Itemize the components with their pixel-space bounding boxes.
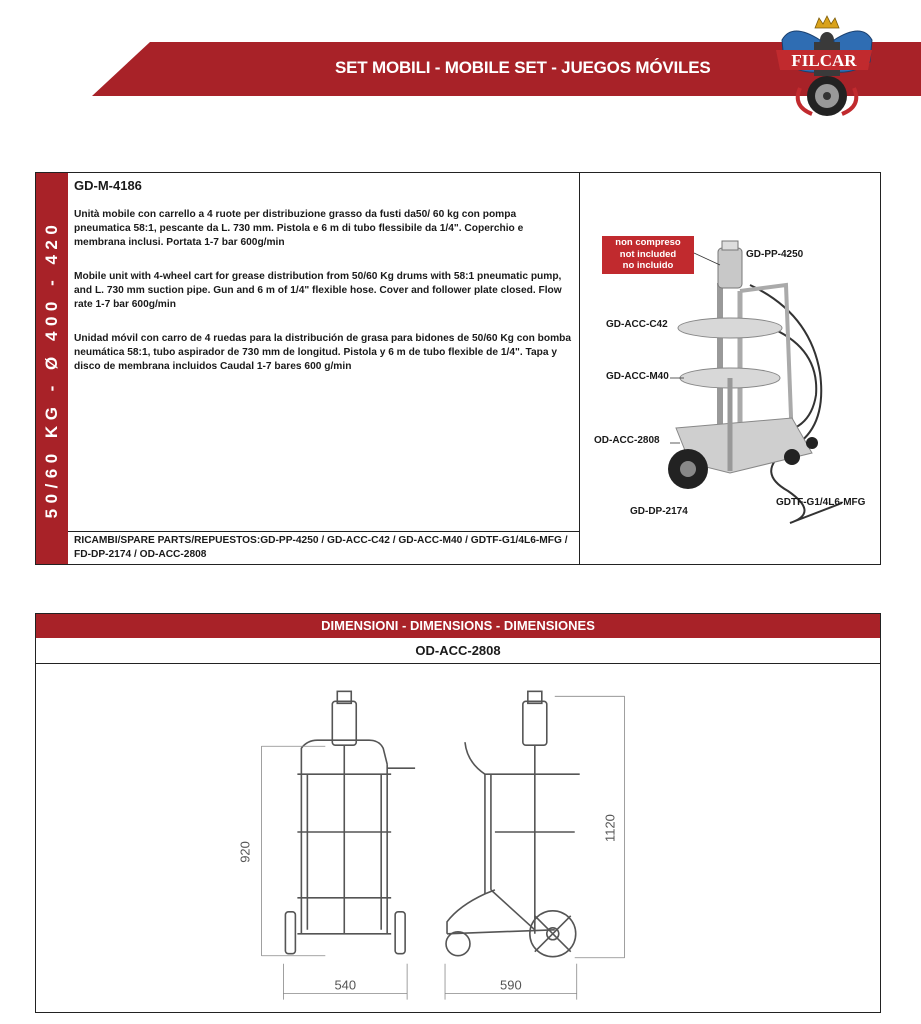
product-section — [35, 172, 881, 565]
note-line-es: no incluido — [622, 260, 674, 271]
product-text-column — [68, 173, 580, 564]
logo-text: FILCAR — [791, 51, 857, 70]
callout-cart: OD-ACC-2808 — [594, 435, 660, 446]
dimensions-model: OD-ACC-2808 — [36, 638, 880, 664]
dimension-drawings — [36, 664, 880, 1012]
filcar-logo — [772, 10, 876, 122]
dim-width-front: 540 — [334, 977, 357, 993]
callout-plate: GD-ACC-M40 — [606, 371, 669, 382]
dimensions-section — [35, 613, 881, 1013]
dimensions-header: DIMENSIONI - DIMENSIONS - DIMENSIONES — [36, 614, 880, 638]
dim-width-side: 590 — [500, 977, 522, 993]
page-title: SET MOBILI - MOBILE SET - JUEGOS MÓVILES — [335, 58, 711, 77]
product-image-area — [580, 173, 880, 564]
callout-cover: GD-ACC-C42 — [606, 319, 668, 330]
spares-divider — [68, 531, 579, 532]
spare-parts-list: RICAMBI/SPARE PARTS/REPUESTOS:GD-PP-4250 / GD-ACC-C42 / GD-ACC-M40 / GDTF-G1/4L6-MFG / FD-DP-2174 / OD-ACC-2808 — [74, 535, 568, 560]
callout-pump: GD-PP-4250 — [746, 249, 804, 260]
callout-tube: GD-DP-2174 — [630, 506, 688, 517]
not-included-note — [602, 236, 694, 274]
product-code: GD-M-4186 — [74, 178, 142, 193]
callout-hose: GDTF-G1/4L6-MFG — [776, 497, 866, 508]
dim-height-front: 920 — [237, 841, 253, 863]
capacity-label: 50/60 KG - Ø 400 - 420 — [42, 219, 61, 519]
description-italian: Unità mobile con carrello a 4 ruote per distribuzione grasso da fusti da50/ 60 kg con pompa pneumatica 58:1, pescante da L. 730 mm. Pistola e 6 m di tubo flessibile da 1/4". Coperchio e membrana inclusi. Portata 1-7 bar 600g/min — [74, 209, 524, 248]
description-english: Mobile unit with 4-wheel cart for grease distribution from 50/60 Kg drums with 58:1 pneumatic pump, and L. 730 mm suction pipe. Gun and 6 m of 1/4" flexible hose. Cover and follower plate closed. Flow rate 1-7 bar 600g/min — [74, 271, 562, 310]
description-spanish: Unidad móvil con carro de 4 ruedas para la distribución de grasa para bidones de 50/60 Kg con bomba neumática 58:1, tubo aspirador de 730 mm de longitud. Pistola y 6 m de tubo flexible de 1/4". Tapa y disco de membrana incluidos Caudal 1-7 bares 600 g/min — [74, 333, 572, 372]
dim-height-side: 1120 — [602, 814, 618, 842]
note-line-it: non compreso — [615, 237, 681, 248]
capacity-side-strip — [36, 173, 68, 564]
note-line-en: not included — [619, 248, 677, 260]
